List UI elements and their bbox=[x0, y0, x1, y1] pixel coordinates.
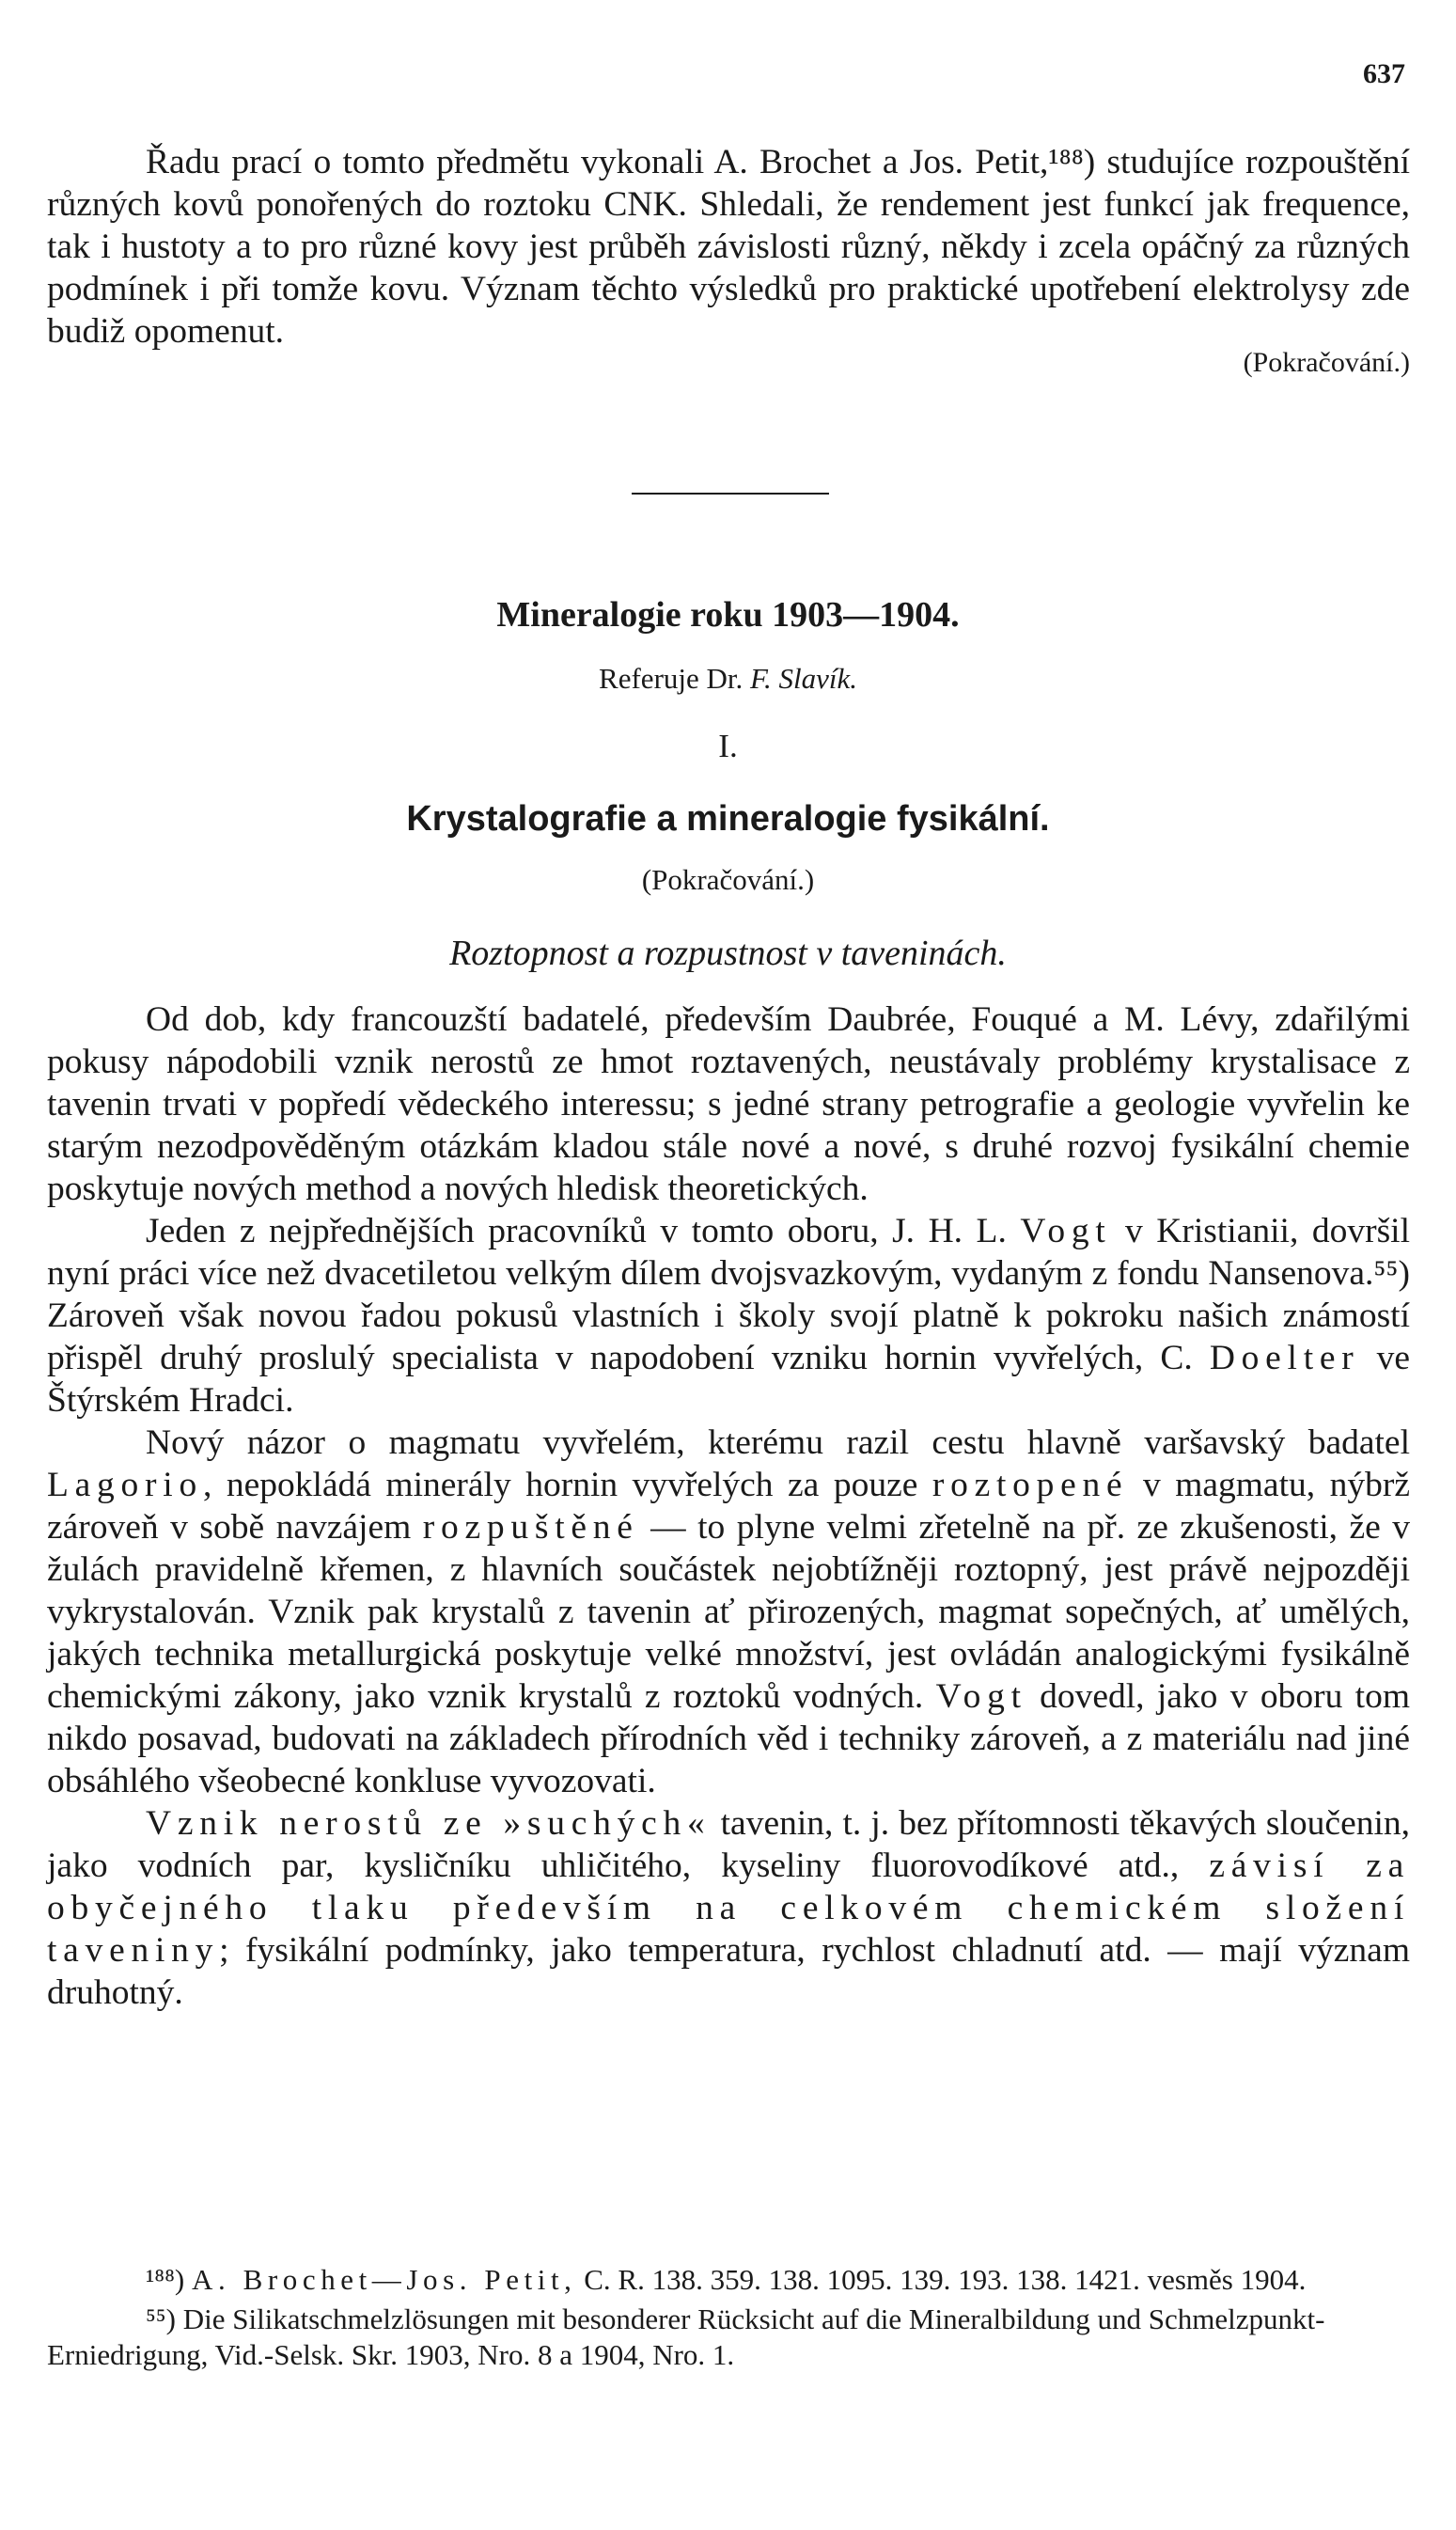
paragraph-1: Od dob, kdy francouzští badatelé, především Daubrée, Fouqué a M. Lévy, zdařilými pokusy nápodobili vznik nerostů ze hmot roztavených, neustávaly problémy krystalisace z tavenin trvati v popředí vědeckého interessu; s jedné strany petrografie a geologie vyvřelin ke starým nezodpověděným otázkám kladou stále nové a nové, s druhé rozvoj fysikální chemie poskytuje nových method a nových hledisk theoretických. bbox=[47, 1000, 1410, 1208]
p3-name-vogt: Vogt bbox=[935, 1677, 1027, 1716]
footnote-188 bbox=[47, 2262, 1410, 2298]
intro-paragraph: Řadu prací o tomto předmětu vykonali A. Brochet a Jos. Petit,¹⁸⁸) studujíce rozpouštění různých kovů ponořených do roztoku CNK. Shledali, že rendement jest funkcí jak frequence, tak i hustoty a to pro různé kovy jest průběh závislosti různý, někdy i zcela opáčný za různých podmínek i při tomže kovu. Význam těchto výsledků pro praktické upotřebení elektrolysy zde budiž opomenut. bbox=[47, 143, 1410, 351]
byline-author: F. Slavík. bbox=[750, 662, 857, 695]
p2-text-a: Jeden z nejpřednějších pracovníků v tomto oboru, J. H. L. bbox=[146, 1212, 1021, 1250]
part-continuation: (Pokračování.) bbox=[641, 863, 815, 896]
article-byline bbox=[0, 662, 1456, 696]
section-title: Roztopnost a rozpustnost v taveninách. bbox=[449, 934, 1007, 973]
footnote-188-ref: C. R. 138. 359. 138. 1095. 139. 193. 138. 1421. vesměs 1904. bbox=[584, 2263, 1307, 2296]
intro-block bbox=[47, 141, 1410, 379]
part-title: Krystalografie a mineralogie fysikální. bbox=[406, 799, 1050, 839]
footnote-188-authors: A. Brochet—Jos. Petit, bbox=[191, 2263, 577, 2296]
section-divider bbox=[632, 493, 829, 495]
p3-emph-rozpustene: rozpuštěné bbox=[422, 1508, 639, 1547]
p3-text-a: Nový názor o magmatu vyvřelém, kterému razil cestu hlavně varšavský badatel bbox=[146, 1423, 1410, 1462]
article-title: Mineralogie roku 1903—1904. bbox=[496, 595, 960, 635]
p2-text-b: v Kristianii, dovršil nyní práci více než dvacetiletou velkým dílem dvojsvazkovým, vydaným z fondu Nansenova.⁵⁵) Zároveň však novou řadou pokusů vlastních i školy svojí platně k pokroku našich známostí přispěl druhý proslulý specialista v napodobení vzniku hornin vyvřelých, C. bbox=[47, 1212, 1410, 1377]
paragraph-2 bbox=[47, 1210, 1410, 1422]
p2-name-doelter: Doelter bbox=[1209, 1339, 1360, 1377]
p3-text-e: dovedl, jako v oboru tom nikdo posavad, budovati na základech přírodních věd i techniky zároveň, a z materiálu nad jiné obsáhlého všeobecné konkluse vyvozovati. bbox=[47, 1677, 1410, 1800]
p2-name-vogt: Vogt bbox=[1020, 1212, 1112, 1250]
footnote-55-text: Die Silikatschmelzlösungen mit besonderer Rücksicht auf die Mineralbildung und Schmelzpunkt-Erniedrigung, Vid.-Selsk. Skr. 1903, Nro. 8 a 1904, Nro. 1. bbox=[47, 2302, 1325, 2371]
part-number: I. bbox=[718, 728, 738, 764]
byline-prefix: Referuje Dr. bbox=[599, 662, 751, 695]
p3-text-d: — to plyne velmi zřetelně na př. ze zkušenosti, že v žulách pravidelně křemen, z hlavních součástek nejobtížněji roztopný, jest právě nejpozději vykrystalován. Vznik pak krystalů z tavenin ať přirozených, magmat sopečných, ať umělých, jakých technika metallurgická poskytuje velké množství, jest ovládán analogickými fysikálně chemickými zákony, jako vznik krystalů z roztoků vodných. bbox=[47, 1508, 1411, 1716]
p4-emph-2: závisí za obyčejného tlaku především na celkovém chemickém složení taveniny bbox=[47, 1846, 1411, 1970]
p3-text-b: , nepokládá minerály hornin vyvřelých za pouze bbox=[202, 1466, 932, 1504]
footnote-55-mark: ⁵⁵) bbox=[146, 2302, 176, 2335]
page-number: 637 bbox=[1363, 58, 1405, 89]
p4-text-b: ; fysikální podmínky, jako temperatura, rychlost chladnutí atd. — mají význam druhotný. bbox=[47, 1931, 1410, 2012]
intro-continuation: (Pokračování.) bbox=[1243, 347, 1410, 378]
p4-emph-1: Vznik nerostů ze »suchých« bbox=[146, 1804, 712, 1843]
p2-text-c: ve Štýrském Hradci. bbox=[47, 1339, 1410, 1420]
p4-text-a: tavenin, t. j. bez přítomnosti těkavých sloučenin, jako vodních par, kysličníku uhličitého, kyseliny fluorovodíkové atd., bbox=[47, 1804, 1411, 1885]
p3-text-c: v magmatu, nýbrž zároveň v sobě navzájem bbox=[47, 1466, 1410, 1547]
p3-emph-roztopene: roztopené bbox=[932, 1466, 1129, 1504]
footnote-55 bbox=[47, 2302, 1410, 2373]
p3-name-lagorio: Lagorio bbox=[47, 1466, 203, 1504]
article-body bbox=[47, 998, 1410, 2014]
paragraph-4 bbox=[47, 1802, 1410, 2014]
paragraph-3 bbox=[47, 1422, 1410, 1802]
footnotes bbox=[47, 2262, 1410, 2373]
footnote-188-mark: ¹⁸⁸) bbox=[146, 2263, 185, 2296]
